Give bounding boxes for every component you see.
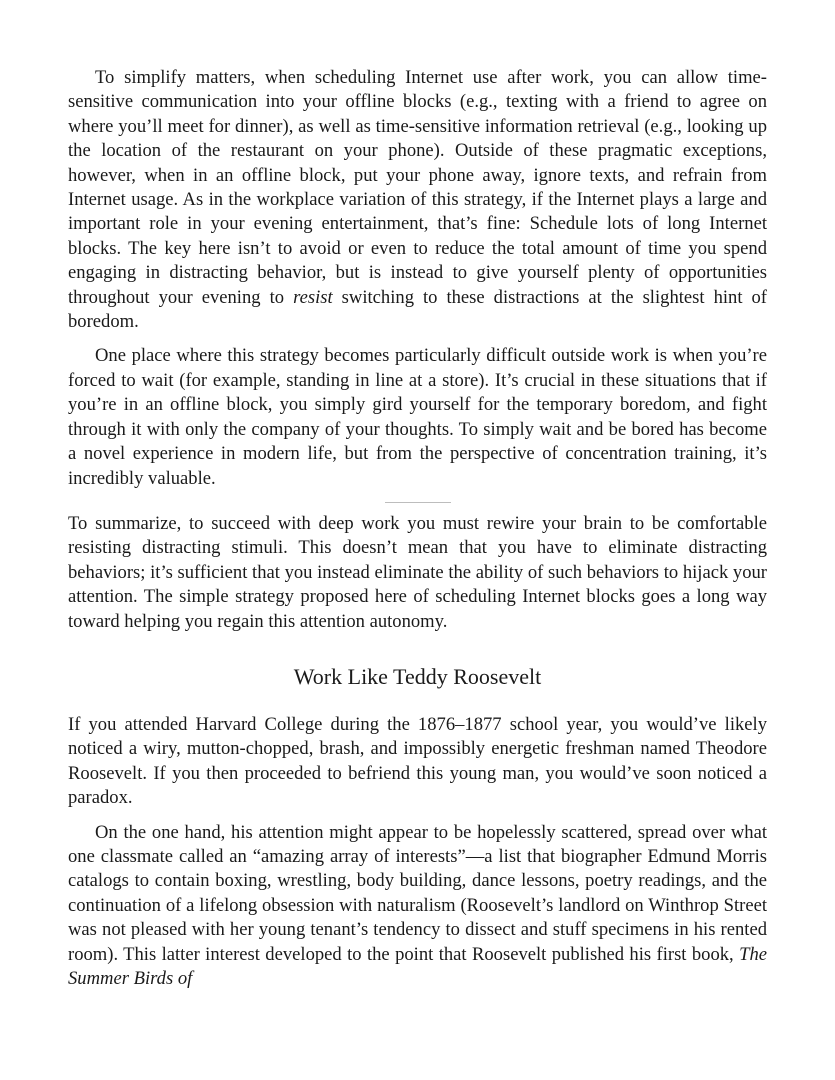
book-page bbox=[68, 66, 767, 991]
section-break-rule bbox=[385, 502, 451, 503]
book-title-emphasis: The Summer Birds of bbox=[68, 943, 767, 989]
paragraph-waiting: One place where this strategy becomes particularly difficult outside work is when you’re forced to wait (for example, standing in line at a store). It’s crucial in these situations that if you’re in an offline block, you simply gird yourself for the temporary boredom, and fight through it with only the company of your thoughts. To simply wait and be bored has become a novel experience in modern life, but from the perspective of concentration training, it’s incredibly valuable. bbox=[68, 345, 767, 489]
paragraph-offline-blocks: To simplify matters, when scheduling Internet use after work, you can allow time-sensitive communication into your offline blocks (e.g., texting with a friend to agree on where you’ll meet for dinner), as well as time-sensitive information retrieval (e.g., looking up the location of the restaurant on your phone). Outside of these pragmatic exceptions, however, when in an offline block, put your phone away, ignore texts, and refrain from Internet usage. As in the workplace variation of this strategy, if the Internet plays a large and important role in your evening entertainment, that’s fine: Schedule lots of long Internet blocks. The key here isn’t to avoid or even to reduce the total amount of time you spend engaging in distracting behavior, but is instead to give yourself plenty of opportunities throughout your evening to resist switching to these distractions at the slightest hint of boredom. bbox=[68, 67, 767, 333]
paragraph-harvard: If you attended Harvard College during the 1876–1877 school year, you would’ve likely noticed a wiry, mutton-chopped, brash, and impossibly energetic freshman named Theodore Roosevelt. If you then proceeded to befriend this young man, you would’ve soon noticed a paradox. bbox=[68, 713, 767, 809]
section-heading: Work Like Teddy Roosevelt bbox=[293, 663, 542, 689]
paragraph-interests: On the one hand, his attention might appear to be hopelessly scattered, spread over what one classmate called an “amazing array of interests”—a list that biographer Edmund Morris catalogs to contain boxing, wrestling, body building, dance lessons, poetry readings, and the continuation of a lifelong obsession with naturalism (Roosevelt’s landlord on Winthrop Street was not pleased with her young tenant’s tendency to dissect and stuff specimens in his rented room). This latter interest developed to the point that Roosevelt published his first book, The Summer Birds of bbox=[68, 821, 767, 989]
paragraph-summary: To summarize, to succeed with deep work you must rewire your brain to be comfortable resisting distracting stimuli. This doesn’t mean that you have to eliminate distracting behaviors; it’s sufficient that you instead eliminate the ability of such behaviors to hijack your attention. The simple strategy proposed here of scheduling Internet blocks goes a long way toward helping you regain this attention autonomy. bbox=[68, 512, 767, 632]
emphasis-resist: resist bbox=[293, 286, 333, 308]
